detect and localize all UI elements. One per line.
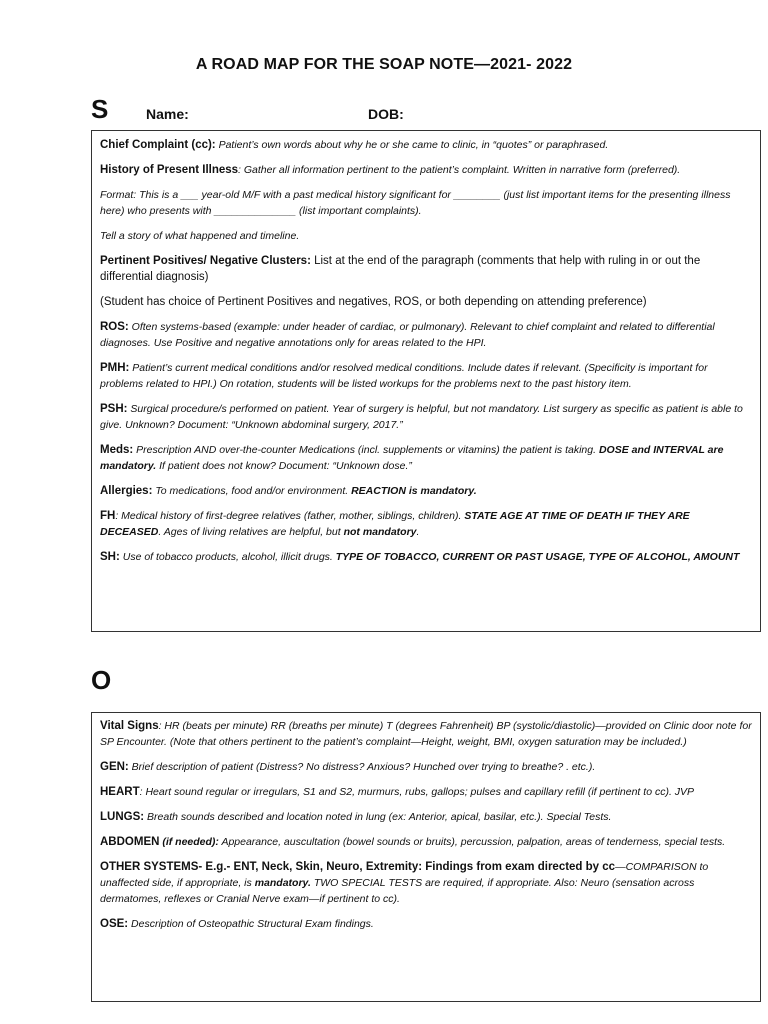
ose-text: Description of Osteopathic Structural Exam findings. <box>128 918 374 930</box>
pmh-item <box>100 360 752 392</box>
fh-mandatory: STATE AGE AT TIME OF DEATH IF THEY ARE DECEASED <box>100 510 690 538</box>
vitals-label: Vital Signs <box>100 720 159 732</box>
sh-mandatory: TYPE OF TOBACCO, CURRENT OR PAST USAGE, TYPE OF ALCOHOL, AMOUNT <box>335 551 740 563</box>
fh-text-3: . <box>416 526 420 538</box>
abdomen-label: ABDOMEN <box>100 836 160 848</box>
psh-label: PSH: <box>100 403 128 415</box>
chief-complaint-text: Patient’s own words about why he or she came to clinic, in “quotes” or paraphrased. <box>218 139 609 151</box>
student-choice-text: (Student has choice of Pertinent Positives and negatives, ROS, or both depending on attending preference) <box>100 296 647 308</box>
abdomen-item <box>100 834 752 850</box>
pmh-text: Patient’s current medical conditions and/or resolved medical conditions. Include dates if relevant. (Specificity is important for problems related to HPI.) On rotation, students will be listed workups for the problems next to the past history item. <box>100 362 708 390</box>
fh-not-mandatory: not mandatory <box>343 526 417 538</box>
format-text: Format: This is a ___ year-old M/F with a past medical history significant for ________ (just list important items for the presenting illness here) who presents with ______________ (list important complaints). <box>100 189 731 217</box>
psh-item <box>100 401 752 433</box>
pertinent-label: Pertinent Positives/ Negative Clusters: <box>100 255 311 267</box>
allergies-text: To medications, food and/or environment. <box>152 485 352 497</box>
allergies-mandatory: REACTION is mandatory. <box>351 485 477 497</box>
meds-text-2: If patient does not know? Document: “Unknown dose.” <box>156 460 412 472</box>
meds-text: Prescription AND over-the-counter Medications (incl. supplements or vitamins) the patient is taking. <box>133 444 599 456</box>
story-text: Tell a story of what happened and timeline. <box>100 230 300 242</box>
other-systems-text: —COMPARISON to unaffected side, if appropriate, is <box>100 861 709 889</box>
psh-text: Surgical procedure/s performed on patient. Year of surgery is helpful, but not mandatory. List surgery as specific as patient is able to give. Unknown? Document: “Unknown abdominal surgery, 2017.” <box>100 403 743 431</box>
allergies-label: Allergies: <box>100 485 153 497</box>
ros-label: ROS: <box>100 321 129 333</box>
pmh-label: PMH: <box>100 362 130 374</box>
fh-label: FH <box>100 510 116 522</box>
fh-item <box>100 508 752 540</box>
ros-item <box>100 319 752 351</box>
hpi-item <box>100 162 752 178</box>
gen-label: GEN: <box>100 761 129 773</box>
lungs-label: LUNGS: <box>100 811 145 823</box>
other-systems-mandatory: mandatory. <box>254 877 311 889</box>
allergies-item <box>100 483 752 499</box>
meds-mandatory: DOSE and INTERVAL are mandatory. <box>100 444 724 472</box>
section-letter-s: S <box>91 94 109 124</box>
heart-text: : Heart sound regular or irregulars, S1 and S2, murmurs, rubs, gallops; pulses and capillary refill (if pertinent to cc). JVP <box>139 786 695 798</box>
meds-item <box>100 442 752 474</box>
heart-label: HEART <box>100 786 140 798</box>
fh-text: : Medical history of first-degree relatives (father, mother, siblings, children). <box>115 510 465 522</box>
vitals-text: : HR (beats per minute) RR (breaths per minute) T (degrees Fahrenheit) BP (systolic/diastolic)—provided on Clinic door note for SP Encounter. (Note that others pertinent to the patient’s complaint—Height, weight, BMI, oxygen saturation may be included.) <box>100 720 752 748</box>
subjective-box <box>91 130 761 632</box>
pertinent-text: List at the end of the paragraph (comments that help with ruling in or out the differential diagnosis) <box>100 255 701 283</box>
ose-label: OSE: <box>100 918 129 930</box>
lungs-text: Breath sounds described and location noted in lung (ex: Anterior, apical, basilar, etc.). Special Tests. <box>144 811 612 823</box>
page-title: A ROAD MAP FOR THE SOAP NOTE—2021- 2022 <box>195 56 573 73</box>
other-systems-label: OTHER SYSTEMS- E.g.- ENT, Neck, Skin, Neuro, Extremity: Findings from exam directed by cc <box>100 861 616 873</box>
abdomen-text: Appearance, auscultation (bowel sounds or bruits), percussion, palpation, areas of tenderness, special tests. <box>218 836 726 848</box>
gen-text: Brief description of patient (Distress? No distress? Anxious? Hunched over trying to breathe? . etc.). <box>128 761 596 773</box>
vitals-item <box>100 718 752 750</box>
fh-text-2: . Ages of living relatives are helpful, but <box>158 526 344 538</box>
pertinent-item <box>100 253 752 285</box>
objective-box <box>91 712 761 1002</box>
sh-label: SH: <box>100 551 120 563</box>
hpi-text: : Gather all information pertinent to the patient’s complaint. Written in narrative form (preferred). <box>238 164 681 176</box>
hpi-label: History of Present Illness <box>100 164 239 176</box>
gen-item <box>100 759 752 775</box>
other-systems-text-2: TWO SPECIAL TESTS are required, if appropriate. Also: Neuro (sensation across dermatomes, reflexes or Cranial Nerve exam—if pertinent to cc). <box>100 877 695 905</box>
ros-text: Often systems-based (example: under header of cardiac, or pulmonary). Relevant to chief complaint and related to differential diagnoses. Use Positive and negative annotations only for areas related to the HPI. <box>100 321 715 349</box>
name-label: Name: <box>146 106 189 122</box>
meds-label: Meds: <box>100 444 134 456</box>
dob-label: DOB: <box>368 106 404 122</box>
heart-item <box>100 784 752 800</box>
chief-complaint-item <box>100 137 752 153</box>
sh-item <box>100 549 752 565</box>
lungs-item <box>100 809 752 825</box>
sh-text: Use of tobacco products, alcohol, illicit drugs. <box>119 551 336 563</box>
section-letter-o: O <box>91 665 112 695</box>
chief-complaint-label: Chief Complaint (cc): <box>100 139 216 151</box>
abdomen-label-2: (if needed): <box>159 836 219 848</box>
other-systems-item <box>100 859 752 907</box>
ose-item <box>100 916 752 932</box>
